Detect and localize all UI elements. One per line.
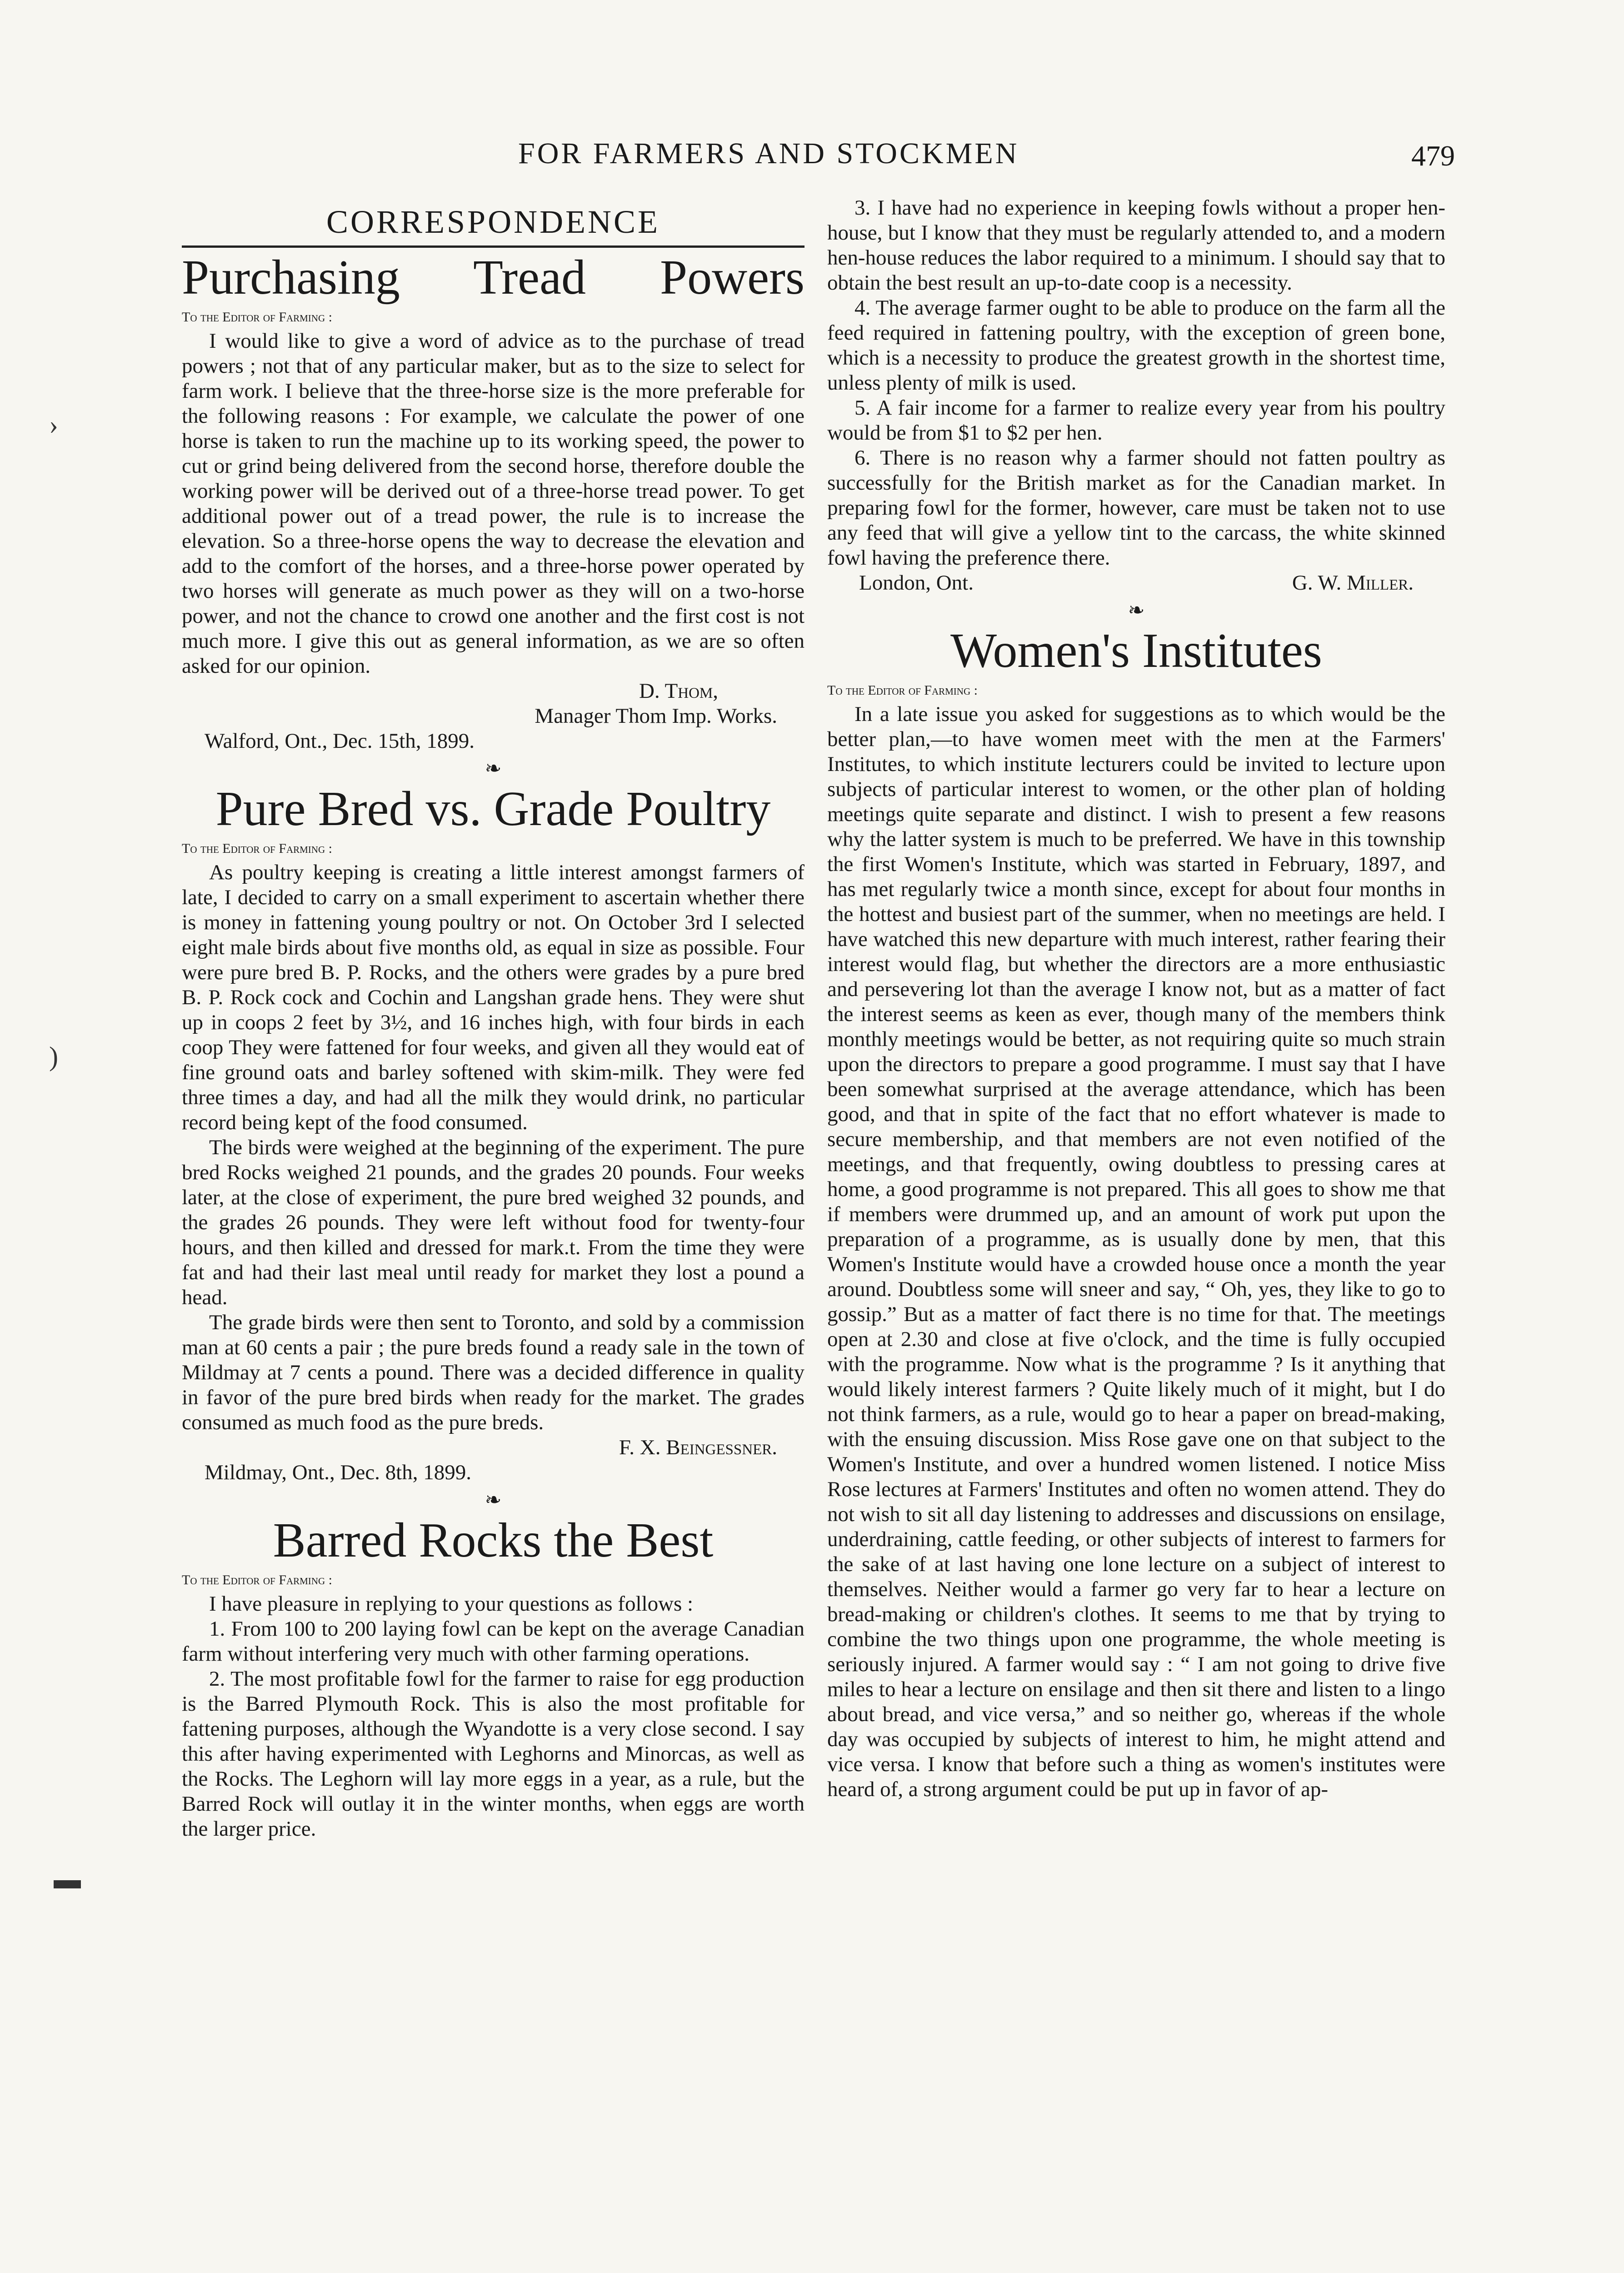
place-date: Mildmay, Ont., Dec. 8th, 1899. [205, 1461, 471, 1484]
paragraph: 2. The most profitable fowl for the farmer to raise for egg production is the Barred Plymouth Rock. This is also the most profitable for fattening purposes, although the Wyandotte is a very close second. I say this after having experimented with Leghorns and Minorcas, as well as the Rocks. The Leghorn will lay more eggs in a year, as a rule, but the Barred Rock will outlay it in the winter months, when eggs are worth the larger price. [182, 1667, 805, 1841]
ornament-icon: ❧ [485, 1489, 502, 1511]
ornament-icon: ❧ [1128, 599, 1145, 621]
margin-mark: ▬ [54, 1864, 81, 1894]
paragraph: 6. There is no reason why a farmer should not fatten poultry as successfully for the British market as for the Canadian market. In preparing fowl for the former, however, care must be taken not to use any feed that will give a yellow tint to the carcass, the white skinned fowl having the preference there. [827, 446, 1445, 570]
to-editor-line: To the Editor of Farming : [827, 683, 978, 698]
paragraph: The grade birds were then sent to Toronto, and sold by a commission man at 60 cents a pair ; the pure breds found a ready sale in the town of Mildmay at 7 cents a pound. There was a decided difference in quality in favor of the pure bred birds when ready for the market. The grades consumed as much food as the pure breds. [182, 1311, 805, 1434]
paragraph: I would like to give a word of advice as to the purchase of tread powers ; not that of any particular maker, but as to the size to select for farm work. I believe that the three-horse size is the more preferable for the following reasons : For example, we calculate the power of one horse is taken to run the machine up to its working speed, the power to cut or grind being delivered from the second horse, therefore double the working power will be derived out of a three-horse tread power. To get additional power out of a tread power, the rule is to increase the elevation. So a three-horse opens the way to decrease the elevation and add to the comfort of the horses, and a three-horse power operated by two horses will generate as much power as they will on a two-horse power, and not the chance to crowd one another and the first cost is not much more. I give this out as general information, as we are so often asked for our opinion. [182, 329, 805, 678]
section-header: CORRESPONDENCE [326, 204, 660, 240]
right-column [827, 195, 1445, 1802]
paragraph: I have pleasure in replying to your questions as follows : [209, 1592, 694, 1616]
place: London, Ont. [859, 571, 974, 595]
running-head: FOR FARMERS AND STOCKMEN [518, 137, 1019, 170]
paragraph: 5. A fair income for a farmer to realize every year from his poultry would be from $1 to $2 per hen. [827, 396, 1445, 445]
left-column [182, 195, 805, 1842]
margin-mark: ) [49, 1041, 58, 1071]
paragraph: The birds were weighed at the beginning of the experiment. The pure bred Rocks weighed 21 pounds, and the grades 20 pounds. Four weeks later, at the close of experiment, the pure bred weighed 32 pounds, and the grades 26 pounds. They were left without food for twenty-four hours, and then killed and dressed for mark.t. From the time they were fat and had their last meal until ready for market they lost a pound a head. [182, 1136, 805, 1309]
section-rule [182, 245, 805, 248]
to-editor-line: To the Editor of Farming : [182, 1572, 332, 1587]
paragraph: In a late issue you asked for suggestions as to which would be the better plan,—to have women meet with the men at the Farmers' Institutes, to which institute lecturers could be invited to lecture upon subjects of particular interest to women, or the other plan of holding meetings quite separate and distinct. I wish to present a few reasons why the latter system is much to be preferred. We have in this township the first Women's Institute, which was started in February, 1897, and has met regularly twice a month since, except for about four months in the hottest and busiest part of the summer, when no meetings are held. I have watched this new departure with much interest, rather fearing their interest would flag, but whether the directors are a more enthusiastic and persevering lot than the average I know not, but as a matter of fact the interest seems as keen as ever, though many of the members think monthly meetings would be better, as not requiring quite so much strain upon the directors to prepare a good programme. I must say that I have been somewhat surprised at the average attendance, which has been good, and that in spite of the fact that no effort whatever is made to secure membership, and that members are not even notified of the meetings, and that frequently, owing doubtless to pressing cares at home, a good programme is not prepared. This all goes to show me that if members were drummed up, and an amount of work put upon the preparation of a programme, as is usually done by men, that this Women's Institute would have a crowded house once a month the year around. Doubtless some will sneer and say, “ Oh, yes, they like to go to gossip.” But as a matter of fact there is no time for that. The meetings open at 2.30 and close at five o'clock, and the time is fully occupied with the programme. Now what is the programme ? Is it anything that would likely interest farmers ? Quite likely much of it might, but I do not think farmers, as a rule, would go to hear a paper on bread-making, with the ensuing discussion. Miss Rose gave one on that subject to the Women's Institute, and over a hundred women listened. I notice Miss Rose lectures at Farmers' Institutes and often no women attend. They do not wish to sit all day listening to addresses and discussions on ensilage, underdraining, cattle feeding, or other subjects of interest to farmers for the sake of at last having one lone lecture on a subject of interest to themselves. Neither would a farmer go very far to hear a lecture on bread-making or children's clothes. It seems to me that by trying to combine the two things upon one programme, the whole meeting is seriously injured. A farmer would say : “ I am not going to drive five miles to hear a lecture on ensilage and then sit there and listen to a lingo about bread, and vice versa,” and so neither go, whereas if the whole day was occupied by subjects of interest to him, he might attend and vice versa. I know that before such a thing as women's institutes were heard of, a strong argument could be put up in favor of ap- [827, 702, 1445, 1801]
article-title: Purchasing Tread Powers [182, 250, 805, 305]
ornament-icon: ❧ [485, 757, 502, 780]
paragraph: 3. I have had no experience in keeping fowls without a proper hen-house, but I know that they must be regularly attended to, and a modern hen-house reduces the labor required to a minimum. I should say that to obtain the best result an up-to-date coop is a necessity. [827, 196, 1445, 295]
to-editor-line: To the Editor of Farming : [182, 841, 332, 856]
signature: G. W. Miller. [1292, 571, 1414, 595]
margin-mark: › [49, 410, 58, 440]
signature: D. Thom, [639, 679, 718, 703]
signature-title: Manager Thom Imp. Works. [535, 704, 777, 728]
signature: F. X. Beingessner. [619, 1436, 777, 1459]
to-editor-line: To the Editor of Farming : [182, 310, 332, 325]
place-signature-line [827, 571, 1445, 596]
article-title: Barred Rocks the Best [273, 1513, 714, 1567]
page-number: 479 [1411, 140, 1455, 172]
place-date: Walford, Ont., Dec. 15th, 1899. [205, 729, 475, 753]
article-title: Pure Bred vs. Grade Poultry [215, 782, 771, 836]
paragraph: As poultry keeping is creating a little interest amongst farmers of late, I decided to carry on a small experiment to ascertain whether there is money in fattening young poultry or not. On October 3rd I selected eight male birds about five months old, as equal in size as possible. Four were pure bred B. P. Rocks, and the others were grades by a pure bred B. P. Rock cock and Cochin and Langshan grade hens. They were shut up in coops 2 feet by 3½, and 16 inches high, with four birds in each coop They were fattened for four weeks, and given all they would eat of fine ground oats and barley softened with skim-milk. They were fed three times a day, and had all the milk they would drink, no particular record being kept of the food consumed. [182, 861, 805, 1134]
paragraph: 4. The average farmer ought to be able to produce on the farm all the feed required in fattening poultry, with the exception of green bone, which is a necessity to produce the greatest growth in the shortest time, unless plenty of milk is used. [827, 296, 1445, 395]
article-title: Women's Institutes [950, 624, 1322, 678]
paragraph: 1. From 100 to 200 laying fowl can be kept on the average Canadian farm without interfering very much with other farming operations. [182, 1617, 805, 1666]
